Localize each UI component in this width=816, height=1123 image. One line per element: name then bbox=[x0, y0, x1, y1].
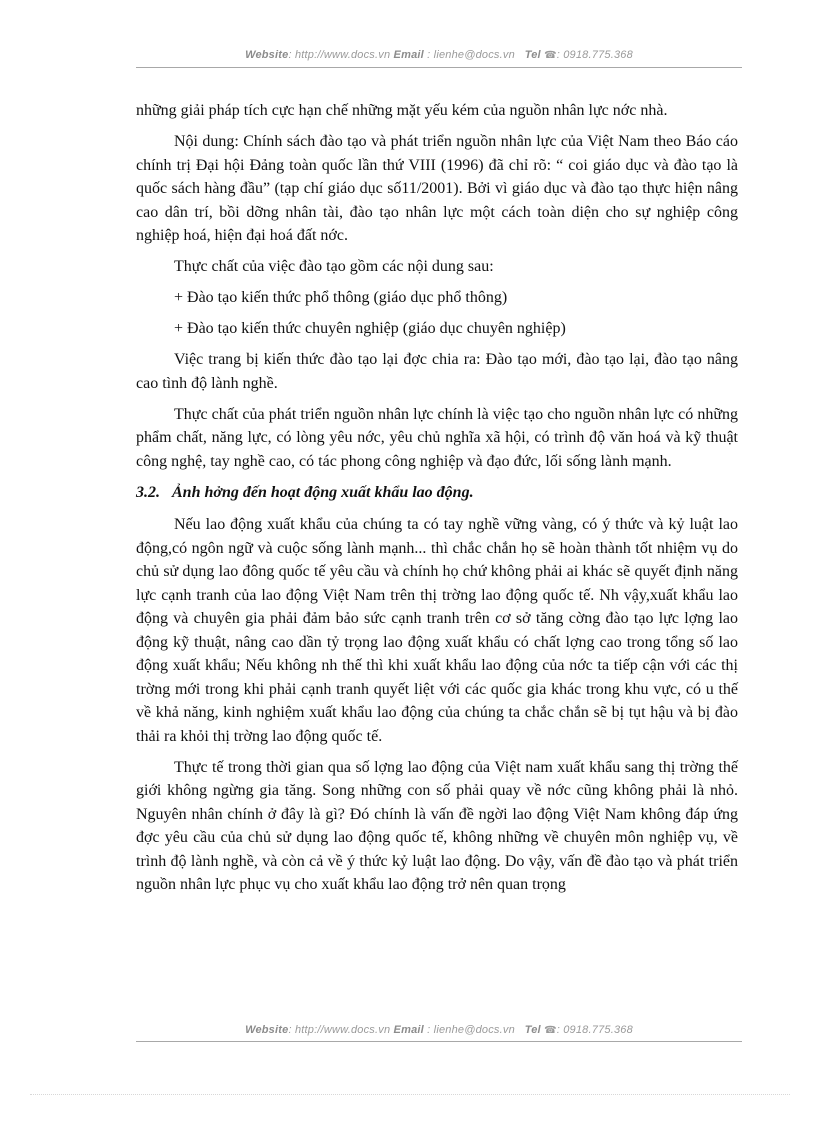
paragraph: Việc trang bị kiến thức đào tạo lại đợc chia ra: Đào tạo mới, đào tạo lại, đào tạo nâng cao tình độ lành nghề. bbox=[136, 351, 738, 392]
header-website-label: Website bbox=[245, 49, 289, 61]
section-title: Ảnh hởng đến hoạt động xuất khẩu lao động. bbox=[172, 483, 474, 501]
page-bottom-divider bbox=[30, 1094, 790, 1095]
header-rule bbox=[136, 67, 742, 68]
document-body bbox=[136, 99, 738, 904]
header-tel-value: : 0918.775.368 bbox=[556, 49, 633, 61]
page-header bbox=[136, 49, 742, 61]
section-heading bbox=[136, 481, 738, 505]
footer-rule bbox=[136, 1041, 742, 1042]
footer-tel-label: Tel bbox=[524, 1024, 541, 1036]
paragraph: Thực chất của phát triển nguồn nhân lực chính là việc tạo cho nguồn nhân lực có những phẩm chất, năng lực, có lòng yêu nớc, yêu chủ nghĩa xã hội, có trình độ văn hoá và kỹ thuật công nghệ, tay nghề cao, có tác phong công nghiệp và đạo đức, lối sống lành mạnh. bbox=[136, 405, 738, 470]
header-tel-label: Tel bbox=[524, 49, 541, 61]
phone-icon: ☎ bbox=[544, 1025, 557, 1036]
footer-email-value: : lienhe@docs.vn bbox=[423, 1024, 515, 1036]
paragraph: những giải pháp tích cực hạn chế những mặt yếu kém của nguồn nhân lực nớc nhà. bbox=[136, 102, 668, 119]
section-number: 3.2. bbox=[136, 483, 160, 501]
header-email-value: : lienhe@docs.vn bbox=[423, 49, 515, 61]
footer-website-value: : http://www.docs.vn bbox=[288, 1024, 391, 1036]
paragraph: Nội dung: Chính sách đào tạo và phát triển nguồn nhân lực của Việt Nam theo Báo cáo chính trị Đại hội Đảng toàn quốc lần thứ VIII (1996) đã chỉ rõ: “ coi giáo dục và đào tạo là quốc sách hàng đầu” (tạp chí giáo dục số11/2001). Bởi vì giáo dục và đào tạo thực hiện nâng cao dân trí, bồi dỡng nhân tài, đào tạo nhân lực một cách toàn diện cho sự nghiệp công nghiệp hoá, hiện đại hoá đất nớc. bbox=[136, 133, 738, 244]
header-email-label: Email bbox=[393, 49, 424, 61]
paragraph: Thực chất của việc đào tạo gồm các nội dung sau: bbox=[174, 258, 494, 275]
header-website-value: : http://www.docs.vn bbox=[288, 49, 391, 61]
paragraph: Nếu lao động xuất khẩu của chúng ta có tay nghề vững vàng, có ý thức và kỷ luật lao động,có ngôn ngữ và cuộc sống lành mạnh... thì chắc chắn họ sẽ hoàn thành tốt nhiệm vụ do chủ sử dụng lao đông quốc tế yêu cầu và chính họ chứ không phải ai khác sẽ quyết định năng lực cạnh tranh của lao động Việt Nam trên thị trờng lao động quốc tế. Nh vậy,xuất khẩu lao động và chuyên gia phải đảm bảo sức cạnh tranh trên cơ sở tăng cờng đào tạo lực lợng lao động kỹ thuật, nâng cao dần tỷ trọng lao động xuất khẩu có chất lợng cao trong tổng số lao động xuất khẩu; Nếu không nh thế thì khi xuất khẩu lao động của nớc ta tiếp cận với các thị trờng mới trong khi phải cạnh tranh quyết liệt với các quốc gia khác trong khu vực, có u thế về khả năng, kinh nghiệm xuất khẩu lao động của chúng ta chắc chắn sẽ bị tụt hậu và bị đào thải ra khỏi thị trờng lao động quốc tế. bbox=[136, 516, 738, 745]
list-item: + Đào tạo kiến thức chuyên nghiệp (giáo dục chuyên nghiệp) bbox=[174, 320, 566, 337]
phone-icon: ☎ bbox=[544, 50, 557, 61]
footer-email-label: Email bbox=[393, 1024, 424, 1036]
list-item: + Đào tạo kiến thức phổ thông (giáo dục phổ thông) bbox=[174, 289, 508, 306]
page-footer bbox=[136, 1024, 742, 1036]
footer-website-label: Website bbox=[245, 1024, 289, 1036]
paragraph: Thực tế trong thời gian qua số lợng lao động của Việt nam xuất khẩu sang thị trờng thế giới không ngừng gia tăng. Song những con số phải quay về nớc cũng không phải là nhỏ. Nguyên nhân chính ở đây là gì? Đó chính là vấn đề ngời lao động Việt Nam không đáp ứng đợc yêu cầu của chủ sử dụng lao động quốc tế, không những về chuyên môn nghiệp vụ, về trình độ lành nghề, và còn cả về ý thức kỷ luật lao động. Do vậy, vấn đề đào tạo và phát triển nguồn nhân lực phục vụ cho xuất khẩu lao động trở nên quan trọng bbox=[136, 758, 738, 893]
footer-tel-value: : 0918.775.368 bbox=[556, 1024, 633, 1036]
